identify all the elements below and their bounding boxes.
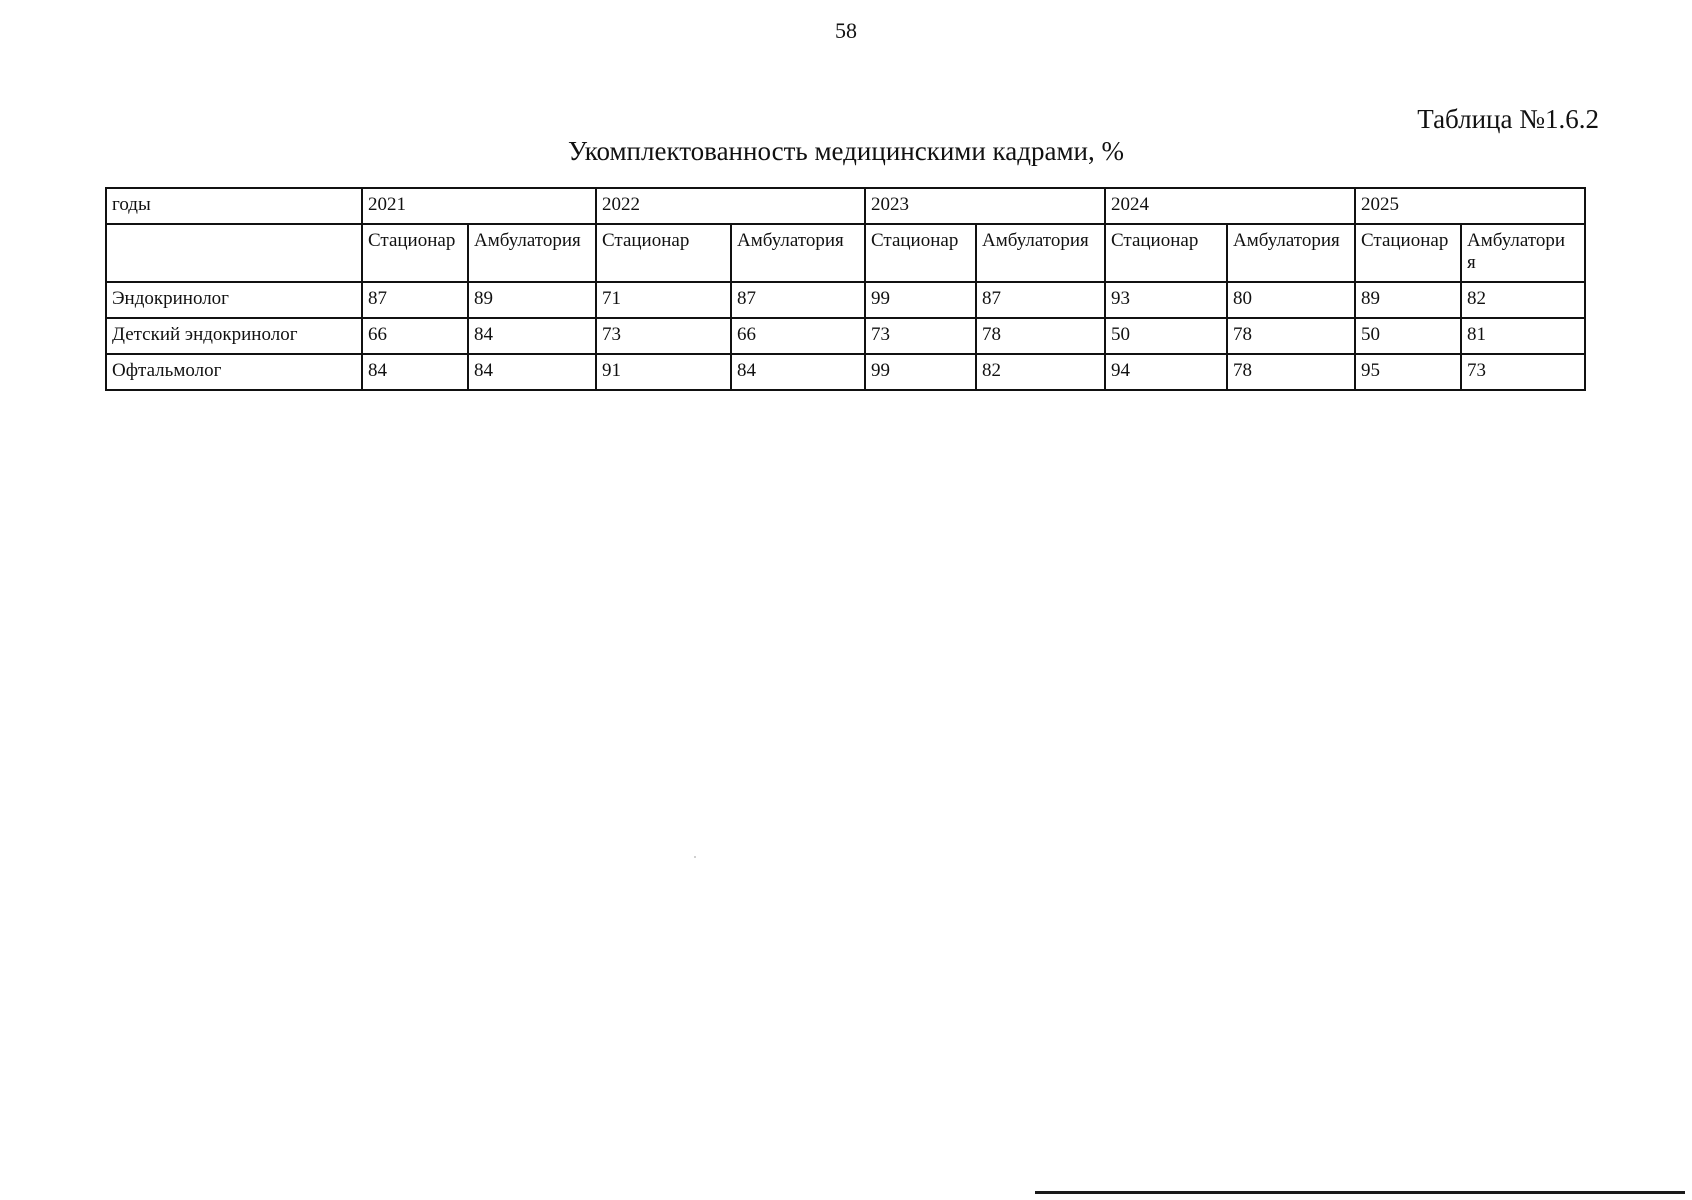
value-cell: 50 <box>1105 318 1227 354</box>
table-row <box>106 354 1585 390</box>
table-number: Таблица №1.6.2 <box>1417 104 1599 134</box>
value-cell: 95 <box>1355 354 1461 390</box>
subheader-cell: Стационар <box>596 224 731 282</box>
value-cell: 82 <box>1461 282 1585 318</box>
value-cell: 82 <box>976 354 1105 390</box>
value-cell: 91 <box>596 354 731 390</box>
subheader-cell: Стационар <box>362 224 468 282</box>
subheader-cell: Амбулатория <box>976 224 1105 282</box>
page-number: 58 <box>835 18 857 43</box>
year-header-cell: 2022 <box>596 188 865 224</box>
value-cell: 78 <box>1227 354 1355 390</box>
year-header-cell: 2021 <box>362 188 596 224</box>
value-cell: 94 <box>1105 354 1227 390</box>
value-cell: 71 <box>596 282 731 318</box>
value-cell: 87 <box>976 282 1105 318</box>
staffing-table <box>105 187 1586 391</box>
subheader-cell: Стационар <box>865 224 976 282</box>
value-cell: 73 <box>596 318 731 354</box>
year-header-cell: 2024 <box>1105 188 1355 224</box>
row-label-cell: Офтальмолог <box>106 354 362 390</box>
value-cell: 73 <box>865 318 976 354</box>
value-cell: 80 <box>1227 282 1355 318</box>
row-label-cell: Эндокринолог <box>106 282 362 318</box>
subheader-cell: Амбулатория <box>468 224 596 282</box>
year-header-cell: 2023 <box>865 188 1105 224</box>
value-cell: 87 <box>731 282 865 318</box>
scan-speck <box>694 856 696 858</box>
empty-header-cell <box>106 224 362 282</box>
corner-header-cell: годы <box>106 188 362 224</box>
footer-rule <box>1035 1191 1685 1194</box>
value-cell: 93 <box>1105 282 1227 318</box>
value-cell: 66 <box>362 318 468 354</box>
value-cell: 81 <box>1461 318 1585 354</box>
value-cell: 84 <box>468 318 596 354</box>
table-row <box>106 318 1585 354</box>
table-header-subcolumns <box>106 224 1585 282</box>
value-cell: 78 <box>976 318 1105 354</box>
value-cell: 99 <box>865 282 976 318</box>
subheader-cell: Амбулатория <box>1227 224 1355 282</box>
value-cell: 84 <box>731 354 865 390</box>
value-cell: 73 <box>1461 354 1585 390</box>
table-row <box>106 282 1585 318</box>
value-cell: 87 <box>362 282 468 318</box>
year-header-cell: 2025 <box>1355 188 1585 224</box>
subheader-cell: Стационар <box>1355 224 1461 282</box>
value-cell: 78 <box>1227 318 1355 354</box>
value-cell: 66 <box>731 318 865 354</box>
value-cell: 84 <box>362 354 468 390</box>
table-header-years <box>106 188 1585 224</box>
value-cell: 50 <box>1355 318 1461 354</box>
value-cell: 99 <box>865 354 976 390</box>
row-label-cell: Детский эндокринолог <box>106 318 362 354</box>
table-title: Укомплектованность медицинскими кадрами, % <box>568 136 1124 166</box>
value-cell: 84 <box>468 354 596 390</box>
value-cell: 89 <box>1355 282 1461 318</box>
value-cell: 89 <box>468 282 596 318</box>
subheader-cell: Стационар <box>1105 224 1227 282</box>
subheader-cell: Амбулатория <box>731 224 865 282</box>
subheader-cell: Амбулатори я <box>1461 224 1585 282</box>
